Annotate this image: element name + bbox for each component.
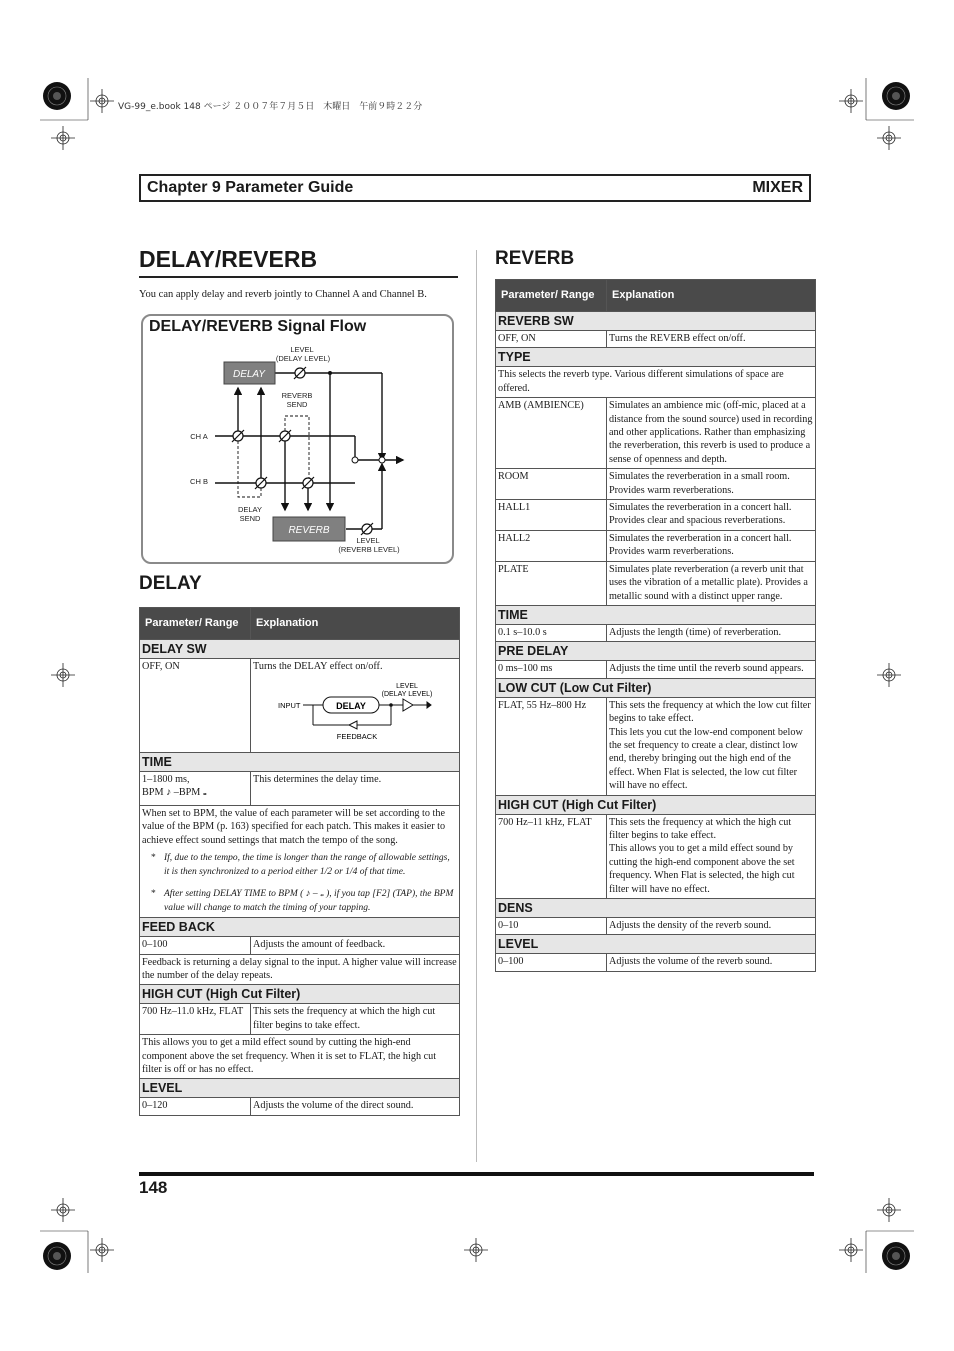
delay-mini-diagram: [253, 675, 458, 745]
intro-text: You can apply delay and reverb jointly to Channel A and Channel B.: [139, 289, 427, 300]
signal-flow-diagram: [141, 340, 454, 562]
desc-cell: This sets the frequency at which the high cut filter begins to take effect. This allows you to get a mild effect sound by cutting the high-end component above the set frequency. When Flat is selected, the high cut filter will have no effect.: [607, 814, 816, 898]
desc-cell: Turns the DELAY effect on/off. DELAY INPUT LEVEL (DELAY LEVEL) FEEDBACK: [251, 659, 460, 753]
range-cell: 1–1800 ms, BPM ♪ –BPM 𝅝: [140, 772, 251, 806]
param-feedback: FEED BACK: [140, 918, 460, 937]
mini-level-label: LEVEL: [396, 683, 418, 691]
param-time: TIME: [496, 605, 816, 624]
range-cell: 0–100: [140, 937, 251, 954]
chapter-section: MIXER: [752, 179, 803, 196]
desc-cell: Adjusts the volume of the direct sound.: [251, 1098, 460, 1115]
label-delay-level: (DELAY LEVEL): [275, 354, 331, 363]
param-delay-sw: DELAY SW: [140, 640, 460, 659]
param-time: TIME: [140, 753, 460, 772]
note-cell: This selects the reverb type. Various different simulations of space are offered.: [496, 367, 816, 398]
col-header-param: Parameter/ Range: [496, 280, 607, 312]
file-info: VG-99_e.book 148 ページ ２００７年７月５日 木曜日 午前９時２２分: [118, 102, 423, 112]
desc-cell: This sets the frequency at which the high cut filter begins to take effect.: [251, 1004, 460, 1035]
desc-cell: Simulates plate reverberation (a reverb unit that uses the vibration of a metallic plate). Provides a metallic sound with a distinct upper range.: [607, 561, 816, 605]
range-cell: OFF, ON: [496, 331, 607, 348]
note-cell: Feedback is returning a delay signal to the input. A higher value will increase the number of the delay repeats.: [140, 954, 460, 985]
reverb-table: [495, 279, 816, 972]
range-cell: 0–120: [140, 1098, 251, 1115]
label-delay-send-2: SEND: [239, 514, 261, 523]
label-reverb-send-2: SEND: [286, 400, 308, 409]
param-pre-delay: PRE DELAY: [496, 642, 816, 661]
range-cell: 0.1 s–10.0 s: [496, 624, 607, 641]
desc-cell: This sets the frequency at which the low cut filter begins to take effect. This lets you cut the low-end component below the set frequency to create a clear, distinct low end, thereby bringing out the high end of the effect. When Flat is selected, the low cut filter will have no effect.: [607, 697, 816, 795]
desc-cell: Simulates an ambience mic (off-mic, placed at a distance from the sound source) used in recording and other applications. Rather than emphasizing the reverberation, this reverb is used to produce a sense of openness and depth.: [607, 398, 816, 469]
desc-cell: Adjusts the volume of the reverb sound.: [607, 954, 816, 971]
column-divider: [476, 250, 477, 1162]
col-header-param: Parameter/ Range: [140, 608, 251, 640]
page-number: 148: [139, 1178, 168, 1197]
range-cell: HALL1: [496, 500, 607, 531]
desc-cell: Turns the REVERB effect on/off.: [607, 331, 816, 348]
title-rule: [139, 276, 458, 278]
param-high-cut: HIGH CUT (High Cut Filter): [496, 795, 816, 814]
col-header-explanation: Explanation: [607, 280, 816, 312]
range-cell: FLAT, 55 Hz–800 Hz: [496, 697, 607, 795]
bottom-rule: [139, 1172, 814, 1176]
whole-note-icon: 𝅝: [202, 787, 207, 799]
reverb-heading: REVERB: [495, 248, 575, 269]
desc-cell: This determines the delay time.: [251, 772, 460, 806]
signal-flow-title: DELAY/REVERB Signal Flow: [149, 318, 367, 335]
param-level: LEVEL: [496, 935, 816, 954]
desc-cell: Simulates the reverberation in a concert hall. Provides warm reverberations.: [607, 530, 816, 561]
desc-cell: Adjusts the density of the reverb sound.: [607, 918, 816, 935]
label-ch-a: CH A: [190, 432, 208, 441]
param-high-cut: HIGH CUT (High Cut Filter): [140, 985, 460, 1004]
reverb-block-label: REVERB: [288, 525, 330, 536]
desc-cell: Adjusts the amount of feedback.: [251, 937, 460, 954]
range-cell: ROOM: [496, 469, 607, 500]
delay-table: [139, 607, 460, 1116]
whole-note-icon: 𝅝: [319, 889, 324, 900]
label-reverb-send-1: REVERB: [281, 391, 313, 400]
range-cell: 700 Hz–11 kHz, FLAT: [496, 814, 607, 898]
chapter-bar: [139, 174, 811, 202]
desc-cell: Adjusts the length (time) of reverberation.: [607, 624, 816, 641]
mini-delay-level-label: (DELAY LEVEL): [381, 691, 433, 699]
page-title: DELAY/REVERB: [139, 246, 318, 272]
desc-cell: Adjusts the time until the reverb sound appears.: [607, 661, 816, 678]
param-reverb-sw: REVERB SW: [496, 312, 816, 331]
mini-delay-label: DELAY: [336, 701, 366, 712]
range-cell: PLATE: [496, 561, 607, 605]
eighth-note-icon: ♪: [166, 787, 172, 799]
param-level: LEVEL: [140, 1079, 460, 1098]
delay-heading: DELAY: [139, 573, 202, 594]
param-low-cut: LOW CUT (Low Cut Filter): [496, 678, 816, 697]
desc-cell: Simulates the reverberation in a small room. Provides warm reverberations.: [607, 469, 816, 500]
delay-block-label: DELAY: [232, 369, 266, 380]
label-ch-b: CH B: [190, 477, 208, 486]
note-cell: When set to BPM, the value of each parameter will be set according to the value of the BPM (p. 163) specified for each patch. This makes it easier to achieve effect sound settings that match the tempo of the song. * If, due to the tempo, the time is longer than the range of allowable settings, it is then synchronized to a period either 1/2 or 1/4 of that time. * After setting DELAY TIME to BPM ( ♪ – 𝅝 ), if you tap [F2] (TAP), the BPM value will change to match the timing of your tapping.: [140, 806, 460, 918]
col-header-explanation: Explanation: [251, 608, 460, 640]
label-level-top: LEVEL: [290, 345, 314, 354]
range-cell: AMB (AMBIENCE): [496, 398, 607, 469]
eighth-note-icon: ♪: [305, 889, 311, 900]
param-type: TYPE: [496, 348, 816, 367]
mini-input-label: INPUT: [278, 701, 301, 711]
range-cell: 0 ms–100 ms: [496, 661, 607, 678]
label-delay-send-1: DELAY: [237, 505, 263, 514]
note-cell: This allows you to get a mild effect sound by cutting the high-end component above the set frequency. When it is set to FLAT, the high cut filter is off or has no effect.: [140, 1035, 460, 1079]
mini-feedback-label: FEEDBACK: [336, 732, 378, 742]
label-level-bottom: LEVEL: [356, 536, 380, 545]
range-cell: OFF, ON: [140, 659, 251, 753]
range-cell: HALL2: [496, 530, 607, 561]
param-dens: DENS: [496, 899, 816, 918]
range-cell: 0–10: [496, 918, 607, 935]
label-reverb-level: (REVERB LEVEL): [338, 545, 400, 554]
range-cell: 700 Hz–11.0 kHz, FLAT: [140, 1004, 251, 1035]
range-cell: 0–100: [496, 954, 607, 971]
desc-cell: Simulates the reverberation in a concert hall. Provides clear and spacious reverberations.: [607, 500, 816, 531]
chapter-title: Chapter 9 Parameter Guide: [147, 179, 354, 196]
